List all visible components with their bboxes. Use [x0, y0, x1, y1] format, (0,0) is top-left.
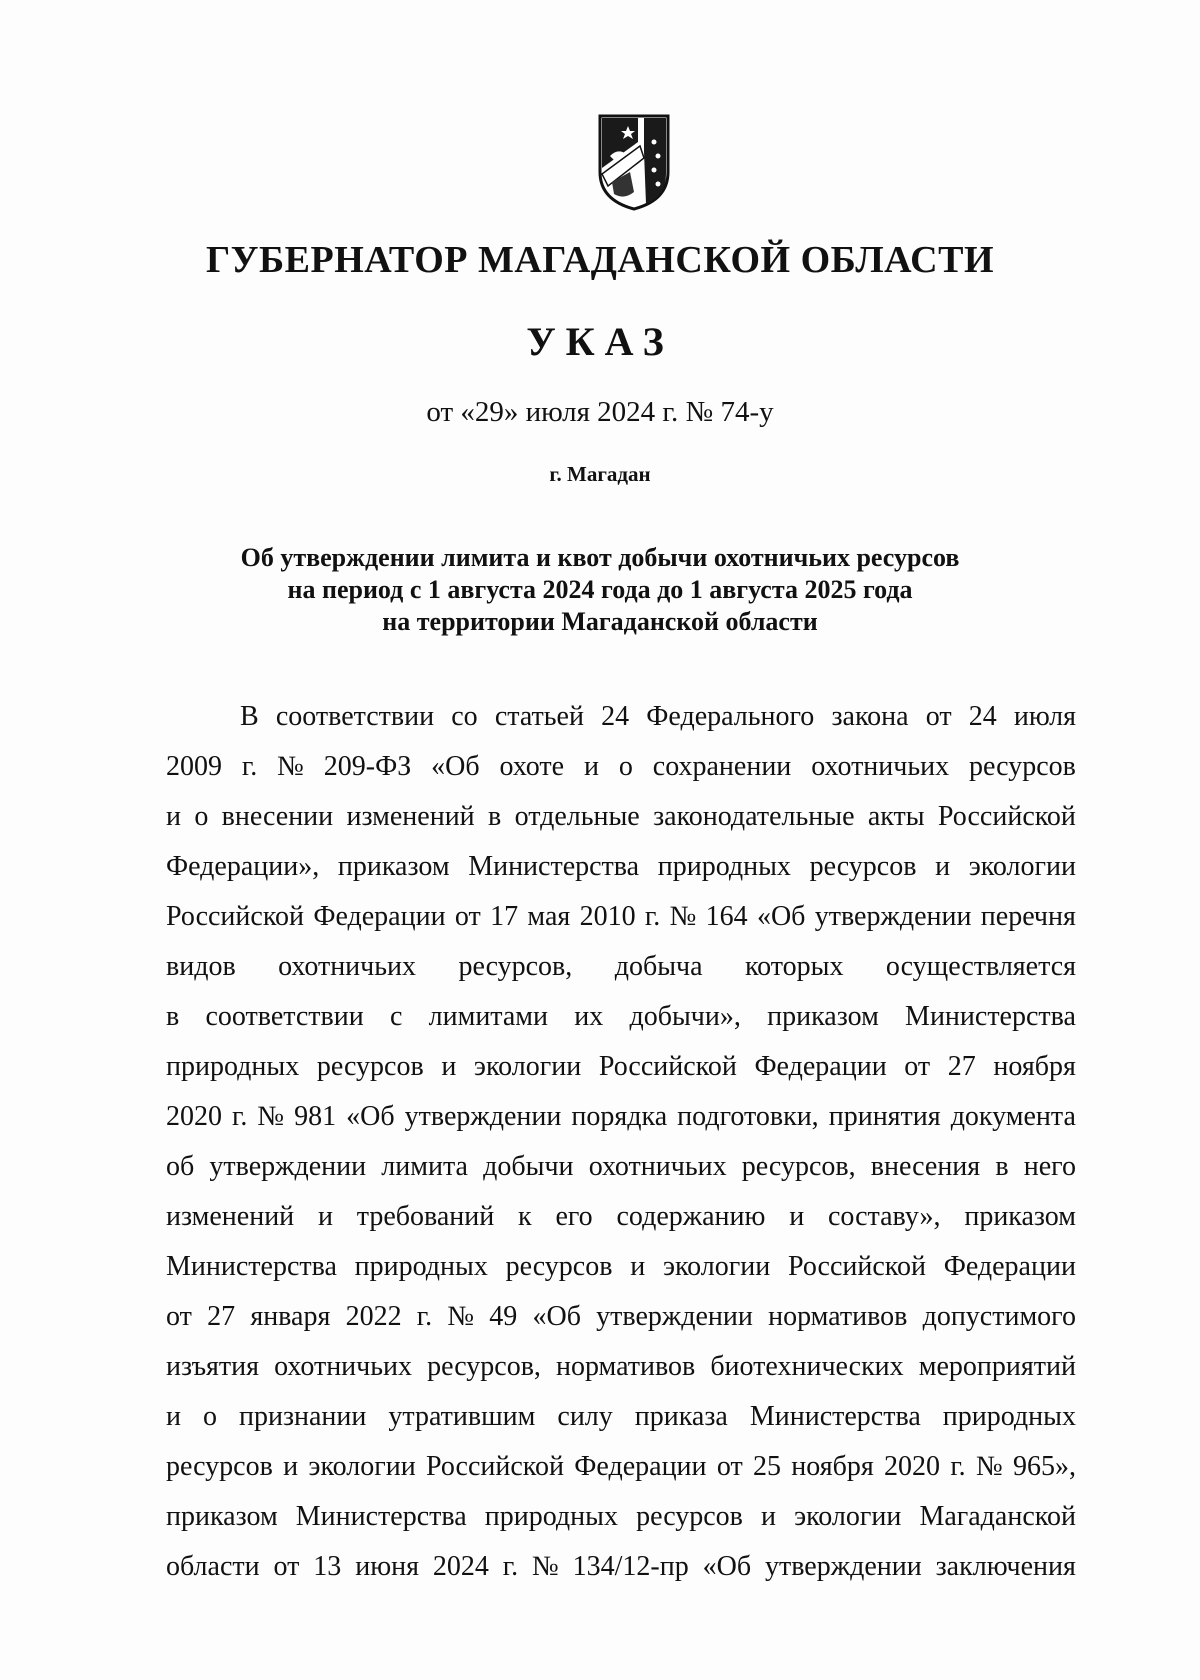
body-word: 2020: [166, 1101, 222, 1132]
body-line: [166, 792, 1076, 842]
body-word: в: [995, 1151, 1009, 1182]
body-word: утверждении: [765, 1551, 922, 1582]
body-word: охотничьих: [278, 951, 417, 982]
body-word: ресурсов: [636, 1501, 743, 1532]
body-word: г.: [644, 901, 661, 932]
body-word: составу»,: [828, 1201, 941, 1232]
body-word: сохранении: [652, 751, 792, 782]
body-word: природных: [484, 1501, 618, 1532]
body-word: утверждении: [209, 1151, 367, 1182]
body-word: 981: [294, 1101, 337, 1132]
body-word: №: [447, 1301, 475, 1332]
body-word: экологии: [662, 1251, 771, 1282]
body-word: охотничьих: [811, 751, 950, 782]
body-word: 24: [601, 701, 630, 732]
body-word: утверждении: [596, 1301, 753, 1332]
body-word: ноября: [791, 1451, 874, 1482]
body-word: мая: [527, 901, 571, 932]
body-word: Федерации»,: [166, 851, 320, 882]
body-word: 965»,: [1012, 1451, 1076, 1482]
body-word: Федерального: [646, 701, 815, 732]
body-word: Министерства: [166, 1251, 337, 1282]
body-word: В: [240, 701, 259, 732]
body-word: №: [532, 1551, 559, 1582]
body-word: 2010: [579, 901, 636, 932]
body-word: 49: [489, 1301, 518, 1332]
body-line: [166, 692, 1076, 742]
body-word: г.: [950, 1451, 966, 1482]
body-word: соответствии: [275, 701, 435, 732]
body-word: его: [555, 1201, 593, 1232]
title-line: на период с 1 августа 2024 года до 1 августа 2025 года: [287, 575, 913, 604]
body-line: [166, 1542, 1076, 1592]
body-word: природных: [657, 851, 791, 882]
body-line: [166, 1442, 1076, 1492]
body-word: экологии: [308, 1451, 416, 1482]
body-word: об: [166, 1151, 195, 1182]
body-word: акты: [867, 801, 925, 832]
body-word: внесении: [221, 801, 334, 832]
body-word: Министерства: [905, 1001, 1076, 1032]
body-word: июня: [355, 1551, 419, 1582]
title-line: на территории Магаданской области: [382, 607, 818, 636]
body-word: охотничьих: [588, 1151, 727, 1182]
body-word: от: [454, 901, 481, 932]
body-word: 27: [947, 1051, 976, 1082]
body-word: января: [250, 1301, 331, 1332]
body-line: [166, 1042, 1076, 1092]
body-word: закона: [831, 701, 909, 732]
body-word: 164: [705, 901, 748, 932]
body-word: добычи: [483, 1151, 574, 1182]
body-word: природных: [166, 1051, 300, 1082]
body-word: приказом: [767, 1001, 879, 1032]
body-word: природных: [354, 1251, 488, 1282]
body-word: признании: [238, 1401, 367, 1432]
body-line: [166, 942, 1076, 992]
body-word: охотничьих: [274, 1351, 413, 1382]
body-word: требований: [356, 1201, 495, 1232]
body-word: соответствии: [205, 1001, 364, 1032]
document-title: [150, 542, 1050, 638]
body-word: отдельные: [514, 801, 640, 832]
body-word: подготовки,: [677, 1101, 819, 1132]
body-word: №: [277, 751, 304, 782]
body-word: заключения: [935, 1551, 1076, 1582]
body-word: со: [451, 701, 478, 732]
body-word: лимитами: [428, 1001, 549, 1032]
body-word: 2020: [884, 1451, 941, 1482]
body-line: [166, 992, 1076, 1042]
body-word: 2009: [166, 751, 222, 782]
body-word: статьей: [494, 701, 584, 732]
body-word: от: [166, 1301, 192, 1332]
body-word: и: [935, 851, 951, 882]
body-word: ресурсов: [809, 851, 917, 882]
body-word: «Об: [431, 751, 480, 782]
body-word: и: [166, 801, 181, 832]
body-word: ресурсов,: [427, 1351, 541, 1382]
body-word: допустимого: [922, 1301, 1076, 1332]
body-line: [166, 1092, 1076, 1142]
body-word: нормативов: [555, 1351, 696, 1382]
body-word: 134/12-пр: [572, 1551, 689, 1582]
body-word: «Об: [532, 1301, 581, 1332]
body-word: ресурсов: [166, 1451, 273, 1482]
issuing-authority: ГУБЕРНАТОР МАГАДАНСКОЙ ОБЛАСТИ: [205, 239, 995, 281]
body-word: «Об: [702, 1551, 752, 1582]
body-line: [166, 1292, 1076, 1342]
body-word: мероприятий: [918, 1351, 1076, 1382]
body-word: и: [583, 751, 599, 782]
body-word: ресурсов,: [458, 951, 573, 982]
body-word: «Об: [346, 1101, 395, 1132]
body-word: видов: [166, 951, 236, 982]
body-word: Министерства: [468, 851, 640, 882]
title-line: Об утверждении лимита и квот добычи охотничьих ресурсов: [240, 543, 960, 572]
body-word: ресурсов,: [741, 1151, 856, 1182]
body-word: ноября: [993, 1051, 1076, 1082]
body-word: 25: [752, 1451, 781, 1482]
body-line: [166, 1242, 1076, 1292]
body-word: ресурсов: [505, 1251, 613, 1282]
body-word: о: [202, 1401, 217, 1432]
body-word: экологии: [968, 851, 1076, 882]
body-word: Министерства: [749, 1401, 921, 1432]
body-word: принятия: [828, 1101, 941, 1132]
body-word: с: [389, 1001, 403, 1032]
body-word: от: [716, 1451, 743, 1482]
body-word: Федерации: [313, 901, 446, 932]
body-word: и: [441, 1051, 457, 1082]
body-word: ресурсов: [969, 751, 1076, 782]
body-word: внесения: [870, 1151, 981, 1182]
body-word: Российской: [787, 1251, 926, 1282]
body-word: в: [488, 801, 502, 832]
body-word: 27: [207, 1301, 236, 1332]
body-word: Российской: [598, 1051, 737, 1082]
body-word: 209-ФЗ: [323, 751, 412, 782]
body-word: биотехнических: [710, 1351, 904, 1382]
body-word: 13: [313, 1551, 342, 1582]
body-line: [166, 1492, 1076, 1542]
body-word: от: [273, 1551, 300, 1582]
body-word: Федерации: [943, 1251, 1076, 1282]
body-word: и: [166, 1401, 181, 1432]
body-word: и: [789, 1201, 805, 1232]
issue-place: г. Магадан: [549, 462, 651, 486]
body-word: экологии: [794, 1501, 902, 1532]
body-word: него: [1023, 1151, 1076, 1182]
body-word: Министерства: [295, 1501, 467, 1532]
body-word: нормативов: [768, 1301, 908, 1332]
body-word: и: [317, 1201, 333, 1232]
body-word: и: [630, 1251, 646, 1282]
body-word: г.: [232, 1101, 248, 1132]
body-word: порядка: [571, 1101, 668, 1132]
body-word: законодательные: [653, 801, 855, 832]
coat-of-arms-icon: [596, 112, 672, 212]
body-word: и: [761, 1501, 776, 1532]
body-word: от: [904, 1051, 931, 1082]
body-word: лимита: [381, 1151, 468, 1182]
body-word: добыча: [614, 951, 703, 982]
body-word: приказа: [634, 1401, 728, 1432]
body-word: в: [166, 1001, 180, 1032]
body-word: 24: [968, 701, 997, 732]
body-line: [166, 1142, 1076, 1192]
body-word: г.: [241, 751, 258, 782]
body-word: 17: [490, 901, 519, 932]
body-word: приказом: [337, 851, 450, 882]
body-word: добычи»,: [629, 1001, 741, 1032]
body-word: документа: [950, 1101, 1076, 1132]
body-word: г.: [416, 1301, 433, 1332]
body-word: экологии: [473, 1051, 582, 1082]
body-word: о: [194, 801, 209, 832]
body-word: о: [618, 751, 633, 782]
body-word: приказом: [964, 1201, 1076, 1232]
body-word: осуществляется: [885, 951, 1076, 982]
body-word: Российской: [425, 1451, 564, 1482]
body-word: июля: [1013, 701, 1076, 732]
body-word: ресурсов: [316, 1051, 424, 1082]
body-word: от: [925, 701, 952, 732]
body-word: изменений: [166, 1201, 295, 1232]
body-word: 2024: [432, 1551, 489, 1582]
body-word: Федерации: [574, 1451, 707, 1482]
body-word: №: [975, 1451, 1003, 1482]
body-word: г.: [502, 1551, 519, 1582]
body-word: перечня: [980, 901, 1076, 932]
body-word: изъятия: [166, 1351, 260, 1382]
body-word: №: [669, 901, 697, 932]
body-line: [166, 892, 1076, 942]
body-word: Российской: [937, 801, 1076, 832]
body-word: охоте: [499, 751, 565, 782]
body-word: утверждении: [814, 901, 972, 932]
body-word: «Об: [756, 901, 806, 932]
body-word: их: [574, 1001, 604, 1032]
body-line: [166, 742, 1076, 792]
body-line: [166, 1192, 1076, 1242]
body-line: [166, 1342, 1076, 1392]
body-word: силу: [557, 1401, 613, 1432]
body-word: к: [518, 1201, 532, 1232]
body-word: приказом: [166, 1501, 278, 1532]
body-word: Российской: [166, 901, 304, 932]
document-type: УКАЗ: [526, 319, 674, 364]
body-word: Магаданской: [919, 1501, 1076, 1532]
body-word: области: [166, 1551, 260, 1582]
document-body: [166, 692, 1076, 1592]
body-word: №: [257, 1101, 285, 1132]
body-word: которых: [744, 951, 844, 982]
body-word: содержанию: [616, 1201, 766, 1232]
document-date-number: от «29» июля 2024 г. № 74-у: [426, 396, 774, 428]
body-word: 2022: [345, 1301, 402, 1332]
body-word: утратившим: [388, 1401, 536, 1432]
body-word: утверждении: [404, 1101, 562, 1132]
body-word: природных: [942, 1401, 1076, 1432]
body-word: и: [283, 1451, 299, 1482]
body-line: [166, 1392, 1076, 1442]
body-line: [166, 842, 1076, 892]
body-word: Федерации: [754, 1051, 887, 1082]
body-word: изменений: [346, 801, 475, 832]
